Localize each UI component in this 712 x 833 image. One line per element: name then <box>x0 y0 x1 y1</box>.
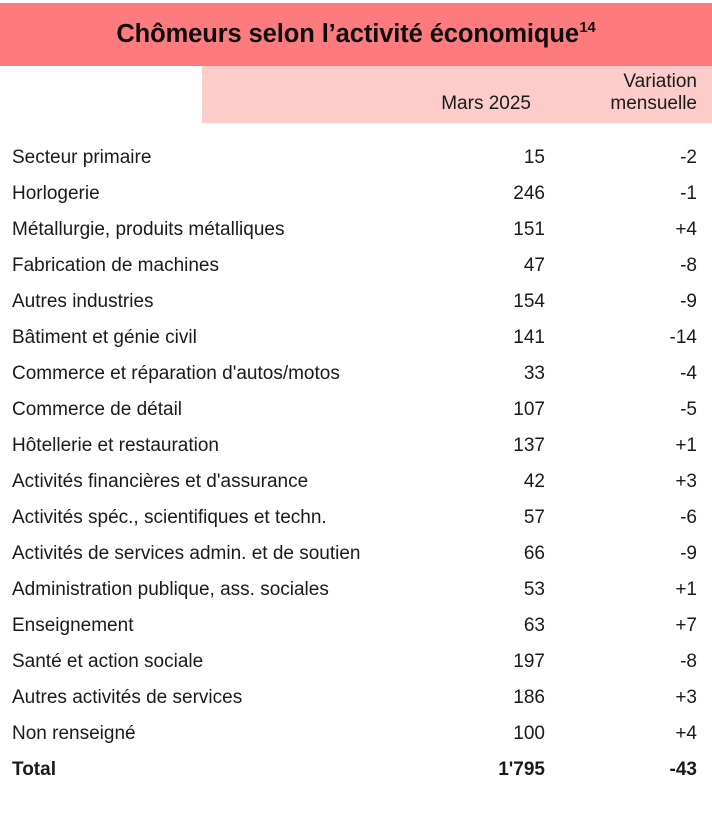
table-row <box>0 651 712 687</box>
row-label: Bâtiment et génie civil <box>12 327 197 348</box>
row-change: -2 <box>680 147 697 168</box>
row-label: Santé et action sociale <box>12 651 204 672</box>
row-label: Secteur primaire <box>12 147 152 168</box>
row-value: 246 <box>513 183 545 204</box>
table-body <box>0 147 712 793</box>
row-change: +7 <box>675 615 697 636</box>
table-row <box>0 363 712 399</box>
row-label: Non renseigné <box>12 723 136 744</box>
table-row <box>0 219 712 255</box>
row-value: 107 <box>513 399 545 420</box>
row-value: 154 <box>513 291 545 312</box>
row-change: +4 <box>675 219 697 240</box>
row-change: -9 <box>680 291 697 312</box>
row-label: Activités de services admin. et de soutien <box>12 543 361 564</box>
table-row <box>0 147 712 183</box>
table-row <box>0 327 712 363</box>
row-label: Administration publique, ass. sociales <box>12 579 329 600</box>
row-label: Commerce de détail <box>12 399 183 420</box>
row-change: -5 <box>680 399 697 420</box>
row-value: 47 <box>523 255 545 276</box>
row-label: Horlogerie <box>12 183 100 204</box>
row-label: Fabrication de machines <box>12 255 219 276</box>
column-header-variation-line1: Variation <box>623 71 697 92</box>
row-value: 42 <box>523 471 545 492</box>
row-change: -1 <box>680 183 697 204</box>
row-value: 137 <box>513 435 545 456</box>
table-row-total <box>0 759 712 793</box>
row-value: 151 <box>513 219 545 240</box>
row-change: -14 <box>669 327 697 348</box>
total-label: Total <box>12 759 56 780</box>
row-value: 53 <box>523 579 545 600</box>
row-label: Enseignement <box>12 615 134 636</box>
row-change: +4 <box>675 723 697 744</box>
table-row <box>0 435 712 471</box>
row-value: 63 <box>523 615 545 636</box>
row-label: Commerce et réparation d'autos/motos <box>12 363 340 384</box>
row-change: +1 <box>675 579 697 600</box>
row-change: -6 <box>680 507 697 528</box>
row-change: -8 <box>680 255 697 276</box>
row-label: Activités spéc., scientifiques et techn. <box>12 507 327 528</box>
page-title-text: Chômeurs selon l’activité économique <box>116 19 579 48</box>
row-value: 66 <box>523 543 545 564</box>
row-value: 100 <box>513 723 545 744</box>
table-row <box>0 579 712 615</box>
table-row <box>0 543 712 579</box>
row-value: 141 <box>513 327 545 348</box>
row-label: Activités financières et d'assurance <box>12 471 309 492</box>
table-row <box>0 399 712 435</box>
row-change: +1 <box>675 435 697 456</box>
row-value: 57 <box>523 507 545 528</box>
row-value: 15 <box>523 147 545 168</box>
row-label: Autres activités de services <box>12 687 243 708</box>
row-change: -9 <box>680 543 697 564</box>
row-value: 186 <box>513 687 545 708</box>
table-row <box>0 507 712 543</box>
row-change: -8 <box>680 651 697 672</box>
page-title <box>116 19 596 48</box>
row-change: +3 <box>675 471 697 492</box>
total-change: -43 <box>669 759 697 780</box>
table-row <box>0 291 712 327</box>
row-change: -4 <box>680 363 697 384</box>
row-change: +3 <box>675 687 697 708</box>
table-row <box>0 615 712 651</box>
total-value: 1'795 <box>498 759 545 780</box>
table-title-band <box>0 3 712 66</box>
table-row <box>0 687 712 723</box>
row-value: 33 <box>523 363 545 384</box>
table-row <box>0 255 712 291</box>
row-label: Hôtellerie et restauration <box>12 435 219 456</box>
table-row <box>0 471 712 507</box>
column-header-row <box>202 66 712 123</box>
table-row <box>0 723 712 759</box>
column-header-variation <box>545 71 712 123</box>
row-label: Métallurgie, produits métalliques <box>12 219 285 240</box>
row-value: 197 <box>513 651 545 672</box>
row-label: Autres industries <box>12 291 154 312</box>
column-header-variation-line2: mensuelle <box>610 93 697 114</box>
column-header-period: Mars 2025 <box>441 93 531 114</box>
table-row <box>0 183 712 219</box>
footnote-marker: 14 <box>579 20 596 37</box>
